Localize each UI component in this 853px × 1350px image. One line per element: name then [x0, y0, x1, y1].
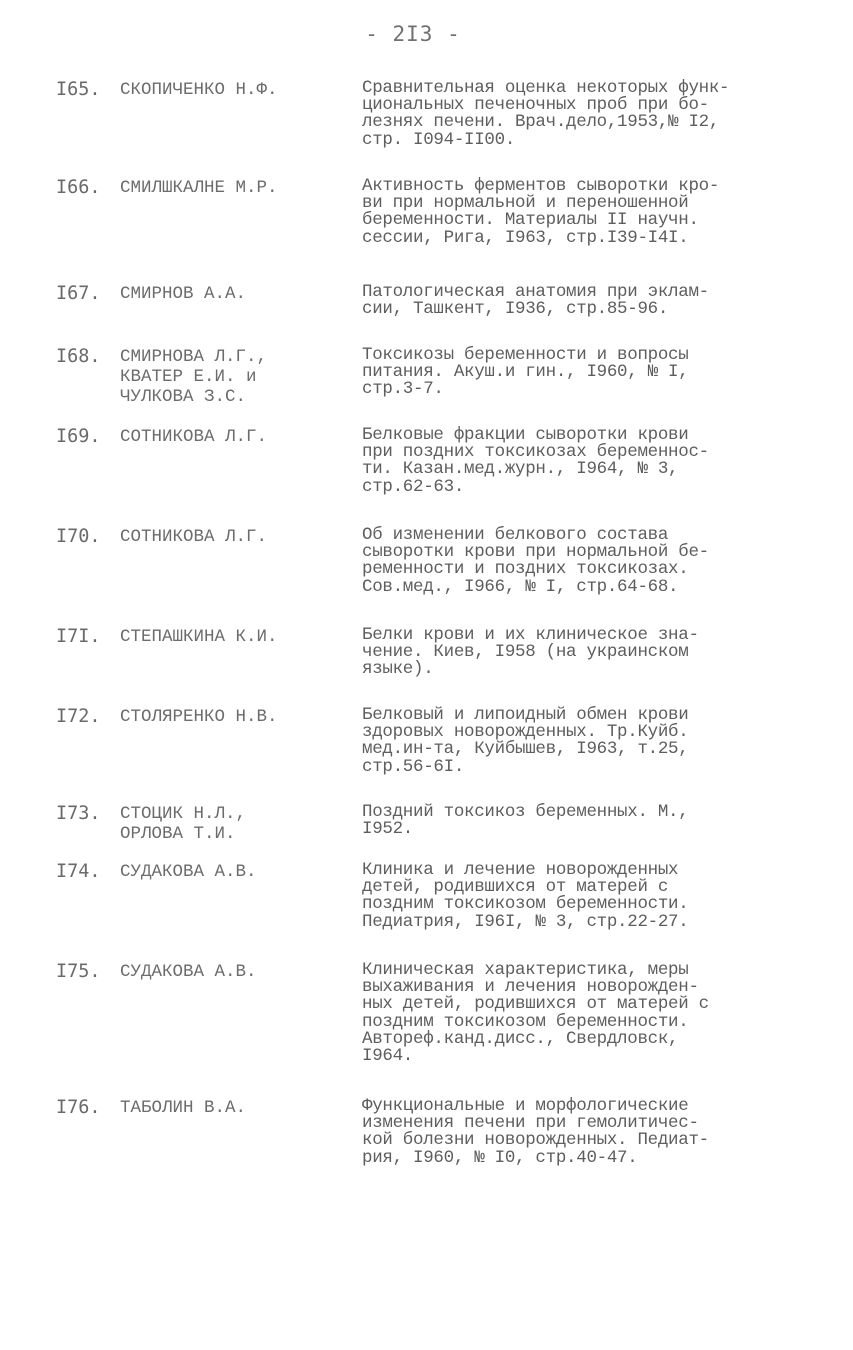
entry-number: I68.	[56, 346, 101, 367]
bibliography-entry	[56, 862, 796, 962]
entry-author: СТЕПАШКИНА К.И.	[120, 627, 278, 647]
entry-author: ТАБОЛИН В.А.	[120, 1098, 247, 1118]
entry-reference: Сравнительная оценка некоторых функ- циональных печеночных проб при бо- лезнях печени. Врач.дело,1953,№ I2, стр. I094-II00.	[362, 78, 730, 150]
entry-number: I70.	[56, 526, 101, 547]
entry-reference: Белки крови и их клиническое зна- чение. Киев, I958 (на украинском языке).	[362, 625, 699, 680]
bibliography-entry	[56, 527, 796, 627]
entry-author: СКОПИЧЕНКО Н.Ф.	[120, 80, 278, 100]
bibliography-entry	[56, 347, 796, 427]
entry-author: СУДАКОВА А.В.	[120, 962, 257, 982]
entry-author: СМИРНОВА Л.Г., КВАТЕР Е.И. и ЧУЛКОВА З.С.	[120, 347, 268, 407]
entry-reference: Активность ферментов сыворотки кро- ви при нормальной и переношенной беременности. Материалы II научн. сессии, Рига, I963, стр.I39-I4I.	[362, 176, 720, 248]
entry-number: I66.	[56, 177, 101, 198]
entry-author: СМИРНОВ А.А.	[120, 284, 247, 304]
entry-number: I74.	[56, 861, 101, 882]
entry-number: I69.	[56, 426, 101, 447]
entry-author: СОТНИКОВА Л.Г.	[120, 427, 268, 447]
entry-number: I75.	[56, 961, 101, 982]
entry-reference: Поздний токсикоз беременных. М., I952.	[362, 802, 689, 840]
entry-author: СУДАКОВА А.В.	[120, 862, 257, 882]
entry-number: I67.	[56, 283, 101, 304]
bibliography-list	[56, 80, 796, 1188]
entry-author: СОТНИКОВА Л.Г.	[120, 527, 268, 547]
page-number: - 2I3 -	[365, 22, 461, 46]
bibliography-entry	[56, 707, 796, 804]
entry-reference: Об изменении белкового состава сыворотки крови при нормальной бе- ременности и поздних токсикозах. Сов.мед., I966, № I, стр.64-68.	[362, 525, 709, 597]
entry-number: I7I.	[56, 626, 101, 647]
bibliography-entry	[56, 427, 796, 527]
entry-number: I73.	[56, 803, 101, 824]
bibliography-entry	[56, 627, 796, 707]
bibliography-entry	[56, 284, 796, 347]
entry-reference: Белковые фракции сыворотки крови при поздних токсикозах беременнос- ти. Казан.мед.журн., I964, № 3, стр.62-63.	[362, 425, 709, 497]
entry-author: СТОЛЯРЕНКО Н.В.	[120, 707, 278, 727]
bibliography-entry	[56, 804, 796, 862]
entry-author: СТОЦИК Н.Л., ОРЛОВА Т.И.	[120, 804, 247, 844]
entry-reference: Патологическая анатомия при эклам- сии, Ташкент, I936, стр.85-96.	[362, 282, 709, 320]
entry-number: I72.	[56, 706, 101, 727]
bibliography-entry	[56, 178, 796, 284]
entry-number: I76.	[56, 1097, 101, 1118]
entry-number: I65.	[56, 79, 101, 100]
bibliography-entry	[56, 962, 796, 1098]
entry-author: СМИЛШКАЛНЕ М.Р.	[120, 178, 278, 198]
entry-reference: Функциональные и морфологические изменения печени при гемолитичес- кой болезни новорожденных. Педиат- рия, I960, № I0, стр.40-47.	[362, 1096, 709, 1168]
entry-reference: Клиническая характеристика, меры выхаживания и лечения новорожден- ных детей, родившихся от матерей с поздним токсикозом беременности. Автореф.канд.дисс., Свердловск, I964.	[362, 960, 709, 1067]
bibliography-entry	[56, 80, 796, 178]
entry-reference: Белковый и липоидный обмен крови здоровых новорожденных. Тр.Куйб. мед.ин-та, Куйбышев, I963, т.25, стр.56-6I.	[362, 705, 689, 777]
entry-reference: Клиника и лечение новорожденных детей, родившихся от матерей с поздним токсикозом беременности. Педиатрия, I96I, № 3, стр.22-27.	[362, 860, 689, 932]
bibliography-entry	[56, 1098, 796, 1188]
entry-reference: Токсикозы беременности и вопросы питания. Акуш.и гин., I960, № I, стр.3-7.	[362, 345, 689, 400]
